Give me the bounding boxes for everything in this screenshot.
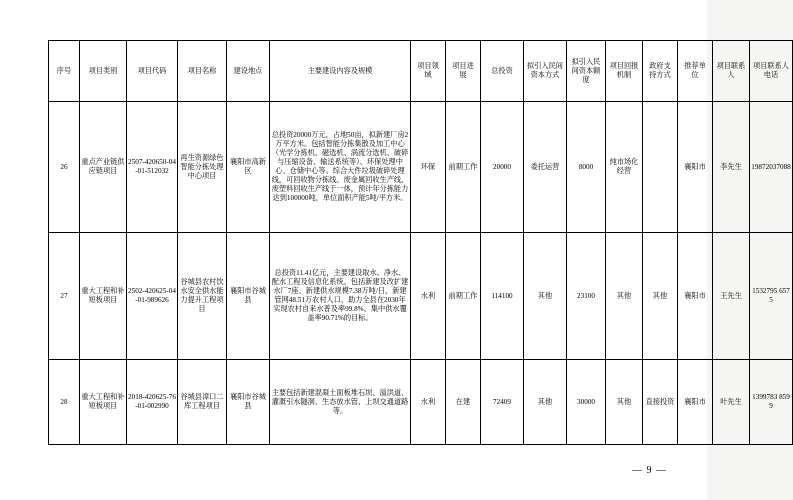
cell-capital-amount: 30000 [567,360,606,445]
cell-description: 主要包括新建混凝土面板堆石坝、溢洪道、灌溉引水隧洞、生态放水管、上坝交通道路等。 [270,360,411,445]
header-serial: 序号 [49,41,80,102]
cell-total-invest: 114100 [481,233,524,360]
header-description: 主要建设内容及规模 [270,41,411,102]
cell-serial: 26 [49,102,80,233]
table-row [49,360,793,445]
cell-capital-amount: 8000 [567,102,606,233]
page-number: — 9 — [632,465,667,476]
header-field: 项目领域 [411,41,446,102]
header-category: 项目类别 [80,41,127,102]
header-project-name: 项目名称 [178,41,227,102]
cell-code: 2018-420625-76-01-002990 [127,360,178,445]
cell-contact-phone: 1399783 8599 [750,360,793,445]
cell-project-name: 谷城县漳口二库工程项目 [178,360,227,445]
header-capital-mode: 拟引入民间资本方式 [524,41,567,102]
cell-description: 总投资11.41亿元，主要建设取水、净水、配水工程及信息化系统。包括新建及改扩建水厂7座、新建供水规模7.38万吨/日，新建管网48.51万农村人口，助力全县在2030年实现农村自来水普及率99.8%、集中供水覆盖率90.71%的目标。 [270,233,411,360]
cell-code: 2502-420625-04-01-989626 [127,233,178,360]
header-recommend-unit: 推荐单位 [678,41,713,102]
cell-contact-person: 叶先生 [713,360,750,445]
table-row [49,233,793,360]
cell-category: 重点产业链供应链项目 [80,102,127,233]
cell-recommend-unit: 襄阳市 [678,102,713,233]
cell-return-mechanism: 其他 [606,360,643,445]
header-contact-person: 项目联系人 [713,41,750,102]
table-body [49,102,793,445]
cell-serial: 27 [49,233,80,360]
cell-recommend-unit: 襄阳市 [678,360,713,445]
cell-capital-mode: 委托运营 [524,102,567,233]
table-row [49,102,793,233]
cell-capital-mode: 其他 [524,233,567,360]
header-return-mechanism: 项目回报机制 [606,41,643,102]
cell-project-name: 再生资源绿色智能分拣处理中心项目 [178,102,227,233]
cell-contact-phone: 19872037088 [750,102,793,233]
project-table-container [48,40,791,445]
table-header [49,41,793,102]
cell-field: 水利 [411,360,446,445]
cell-serial: 28 [49,360,80,445]
header-site: 建设地点 [227,41,270,102]
cell-site: 襄阳市高新区 [227,102,270,233]
cell-progress: 在建 [446,360,481,445]
cell-description: 总投资20000万元，占地50亩，拟新建厂房2万平方米。包括智能分拣集散及加工中心（光学分拣机、磁选机、涡流分选机、破碎与压缩设备、输送系统等）、环保处理中心、仓储中心等。综合大件垃圾破碎处理线，可回收物分拣线、废金属回收生产线、废塑料回收生产线于一体，预计年分拣能力达到100000吨，单位面积产能5吨/平方米。 [270,102,411,233]
project-table [48,40,793,445]
header-progress: 项目进展 [446,41,481,102]
cell-field: 水利 [411,233,446,360]
cell-capital-mode: 其他 [524,360,567,445]
cell-site: 襄阳市谷城县 [227,233,270,360]
header-gov-support: 政府支持方式 [643,41,678,102]
cell-capital-amount: 23100 [567,233,606,360]
cell-category: 重大工程和补短板项目 [80,360,127,445]
cell-gov-support [643,102,678,233]
cell-recommend-unit: 襄阳市 [678,233,713,360]
header-contact-phone: 项目联系人电话 [750,41,793,102]
cell-return-mechanism: 纯市场化经营 [606,102,643,233]
cell-gov-support: 直接投资 [643,360,678,445]
cell-return-mechanism: 其他 [606,233,643,360]
cell-total-invest: 72409 [481,360,524,445]
cell-code: 2507-420650-04-01-512032 [127,102,178,233]
header-capital-amount: 拟引入民间资本额度 [567,41,606,102]
cell-contact-phone: 1532795 6575 [750,233,793,360]
cell-total-invest: 20000 [481,102,524,233]
table-header-row [49,41,793,102]
cell-site: 襄阳市谷城县 [227,360,270,445]
header-total-invest: 总投资 [481,41,524,102]
cell-contact-person: 王先生 [713,233,750,360]
cell-contact-person: 李先生 [713,102,750,233]
cell-progress: 前期工作 [446,233,481,360]
cell-gov-support: 其他 [643,233,678,360]
cell-progress: 前期工作 [446,102,481,233]
cell-project-name: 谷城县农村饮水安全供水能力提升工程项目 [178,233,227,360]
header-code: 项目代码 [127,41,178,102]
cell-category: 重大工程和补短板项目 [80,233,127,360]
cell-field: 环保 [411,102,446,233]
